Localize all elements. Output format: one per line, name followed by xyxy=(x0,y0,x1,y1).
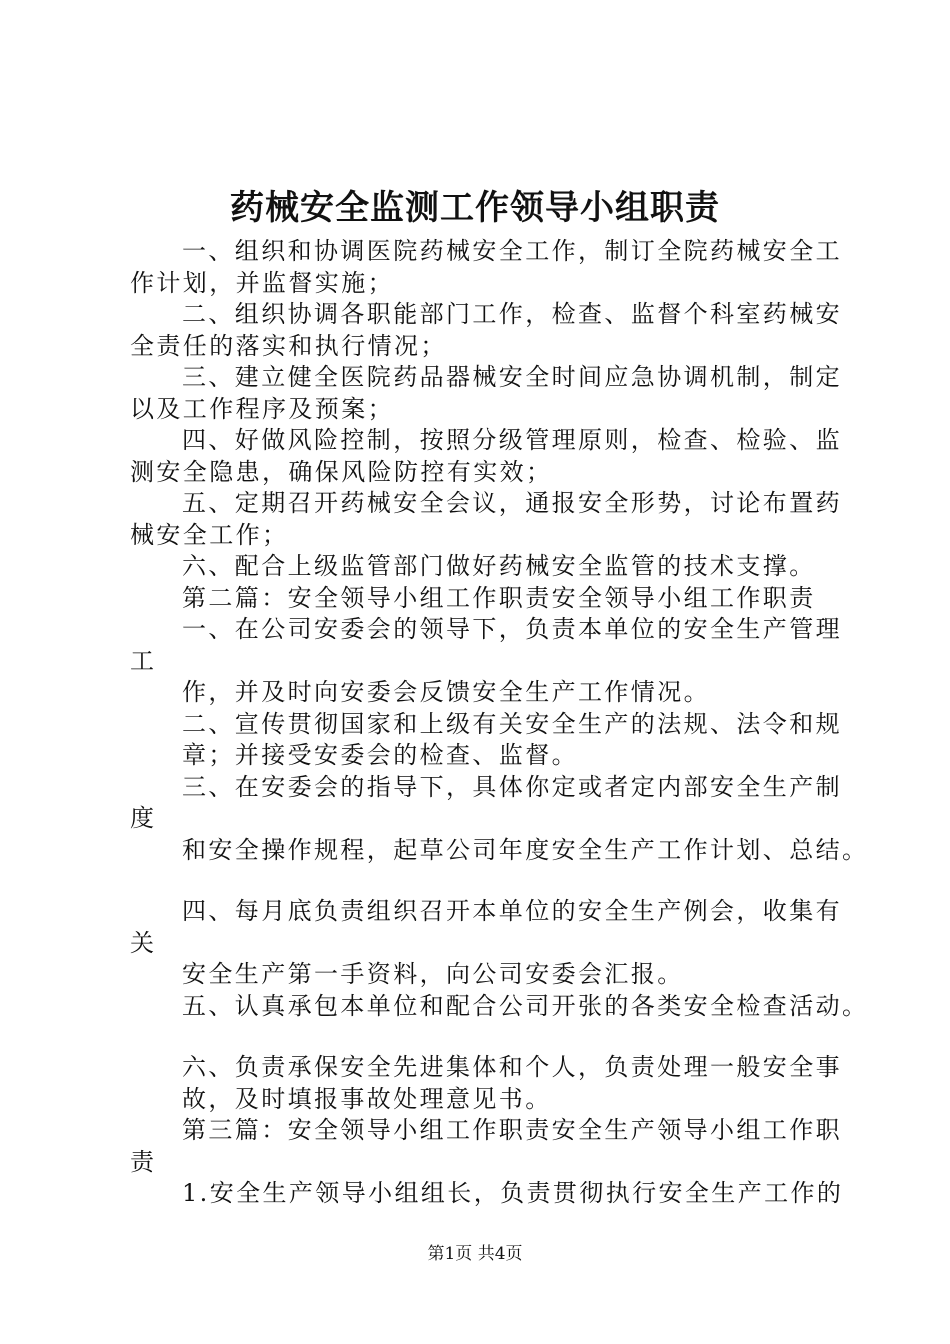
body-line: 五、定期召开药械安全会议，通报安全形势，讨论布置药 xyxy=(182,489,842,517)
body-line: 六、配合上级监管部门做好药械安全监管的技术支撑。 xyxy=(182,552,816,580)
body-line: 以及工作程序及预案； xyxy=(130,394,394,423)
body-line: 安全生产第一手资料，向公司安委会汇报。 xyxy=(182,960,684,988)
body-line: 责 xyxy=(130,1147,157,1176)
body-line: 一、在公司安委会的领导下，负责本单位的安全生产管理 xyxy=(182,615,842,643)
body-line: 1.安全生产领导小组组长，负责贯彻执行安全生产工作的 xyxy=(182,1179,844,1207)
body-line: 关 xyxy=(130,928,157,957)
body-line: 械安全工作； xyxy=(130,520,289,549)
body-line: 章；并接受安委会的检查、监督。 xyxy=(182,741,578,769)
body-line: 和安全操作规程，起草公司年度安全生产工作计划、总结。 xyxy=(182,835,869,864)
section-heading: 第二篇：安全领导小组工作职责安全领导小组工作职责 xyxy=(182,583,816,612)
document-title: 药械安全监测工作领导小组职责 xyxy=(230,188,720,228)
body-line: 三、在安委会的指导下，具体你定或者定内部安全生产制 xyxy=(182,772,842,801)
body-line: 故，及时填报事故处理意见书。 xyxy=(182,1084,552,1113)
body-line: 三、建立健全医院药品器械安全时间应急协调机制，制定 xyxy=(182,363,842,391)
body-line: 一、组织和协调医院药械安全工作，制订全院药械安全工 xyxy=(182,237,842,265)
section-heading: 第三篇：安全领导小组工作职责安全生产领导小组工作职 xyxy=(182,1116,842,1144)
body-line: 作，并及时向安委会反馈安全生产工作情况。 xyxy=(182,678,710,706)
body-line: 二、宣传贯彻国家和上级有关安全生产的法规、法令和规 xyxy=(182,709,842,738)
body-line: 二、组织协调各职能部门工作，检查、监督个科室药械安 xyxy=(182,300,842,328)
body-line: 四、每月底负责组织召开本单位的安全生产例会，收集有 xyxy=(182,897,842,925)
blank-line xyxy=(130,866,842,896)
body-line: 六、负责承保安全先进集体和个人，负责处理一般安全事 xyxy=(182,1053,842,1081)
body-line: 全责任的落实和执行情况； xyxy=(130,331,447,360)
document-body xyxy=(130,236,869,1210)
body-line: 四、好做风险控制，按照分级管理原则，检查、检验、监 xyxy=(182,426,842,454)
body-line: 五、认真承包本单位和配合公司开张的各类安全检查活动。 xyxy=(182,991,869,1020)
blank-line xyxy=(130,1022,842,1052)
body-line: 工 xyxy=(130,646,157,675)
page-footer: 第1页 共4页 xyxy=(427,1244,523,1264)
body-line: 测安全隐患，确保风险防控有实效； xyxy=(130,457,553,486)
body-line: 度 xyxy=(130,804,157,832)
body-line: 作计划，并监督实施； xyxy=(130,268,394,297)
